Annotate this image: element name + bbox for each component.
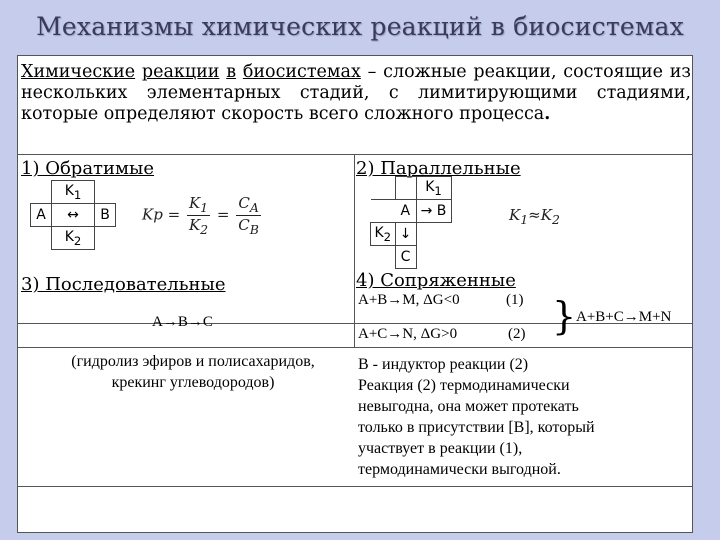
section-sequential-heading: 3) Последовательные [21, 274, 226, 295]
coupled-reaction-2: A+C→N, ΔG>0 [358, 326, 458, 342]
intro-paragraph [21, 62, 691, 125]
intro-dot: . [544, 104, 551, 124]
reversible-scheme-table [30, 180, 116, 250]
row-divider [18, 154, 692, 155]
coupled-reaction-1: A+B→M, ΔG<0 [358, 292, 460, 308]
coupled-reaction-2-number: (2) [508, 326, 526, 342]
coupled-reaction-1-number: (1) [506, 292, 524, 308]
coupled-overall-reaction: A+B+C→M+N [576, 309, 672, 325]
intro-word-in: в [226, 62, 237, 82]
sequential-examples: (гидролиз эфиров и полисахаридов, крекинг углеводородов) [71, 353, 315, 391]
page-title: Механизмы химических реакций в биосистемах [36, 12, 684, 41]
intro-word-chemical: Химические [21, 62, 136, 82]
brace-icon: } [552, 294, 577, 338]
parallel-scheme-table [370, 176, 452, 269]
intro-word-reactions: реакции [141, 62, 220, 82]
down-arrow-cell: ↓ [395, 223, 416, 246]
section-coupled-heading: 4) Сопряженные [356, 270, 516, 291]
intro-text: – сложные реакции, состоящие из нескольких элементарных стадий, с лимитирующими стадиями, которые определяют скорость всего сложного процесса [21, 62, 691, 124]
k2-cell: $K_2$ [371, 223, 396, 246]
k1-cell: $K_1$ [416, 177, 451, 200]
section-parallel-heading: 2) Параллельные [356, 158, 521, 179]
a-cell: A [31, 204, 52, 227]
a-cell: A [395, 200, 416, 223]
row-divider [18, 347, 692, 348]
parallel-arrow-cell: → B [416, 200, 451, 223]
c-cell: C [395, 246, 416, 269]
reversible-arrow-cell: ↔ [52, 204, 95, 227]
equilibrium-formula: Kp = $\frac{K_1}{K_2}$ = $\frac{C_A}{C_B}$ [142, 194, 259, 237]
rate-constants-relation: $K_1\approx K_2$ [509, 206, 560, 227]
intro-word-biosystems: биосистемах [242, 62, 361, 82]
k2-cell: $K_2$ [52, 227, 95, 250]
coupled-explanation: B - индуктор реакции (2) Реакция (2) термодинамически невыгодна, она может протекать только в присутствии [B], который участвует в реакции (1), термодинамически выгодной. [358, 356, 595, 478]
content-sheet [17, 55, 693, 533]
k1-cell: $K_1$ [52, 181, 95, 204]
row-divider [18, 486, 692, 487]
b-cell: B [95, 204, 116, 227]
sequential-scheme: A→B→C [152, 314, 213, 330]
section-reversible-heading: 1) Обратимые [21, 158, 154, 179]
column-divider [354, 154, 355, 347]
